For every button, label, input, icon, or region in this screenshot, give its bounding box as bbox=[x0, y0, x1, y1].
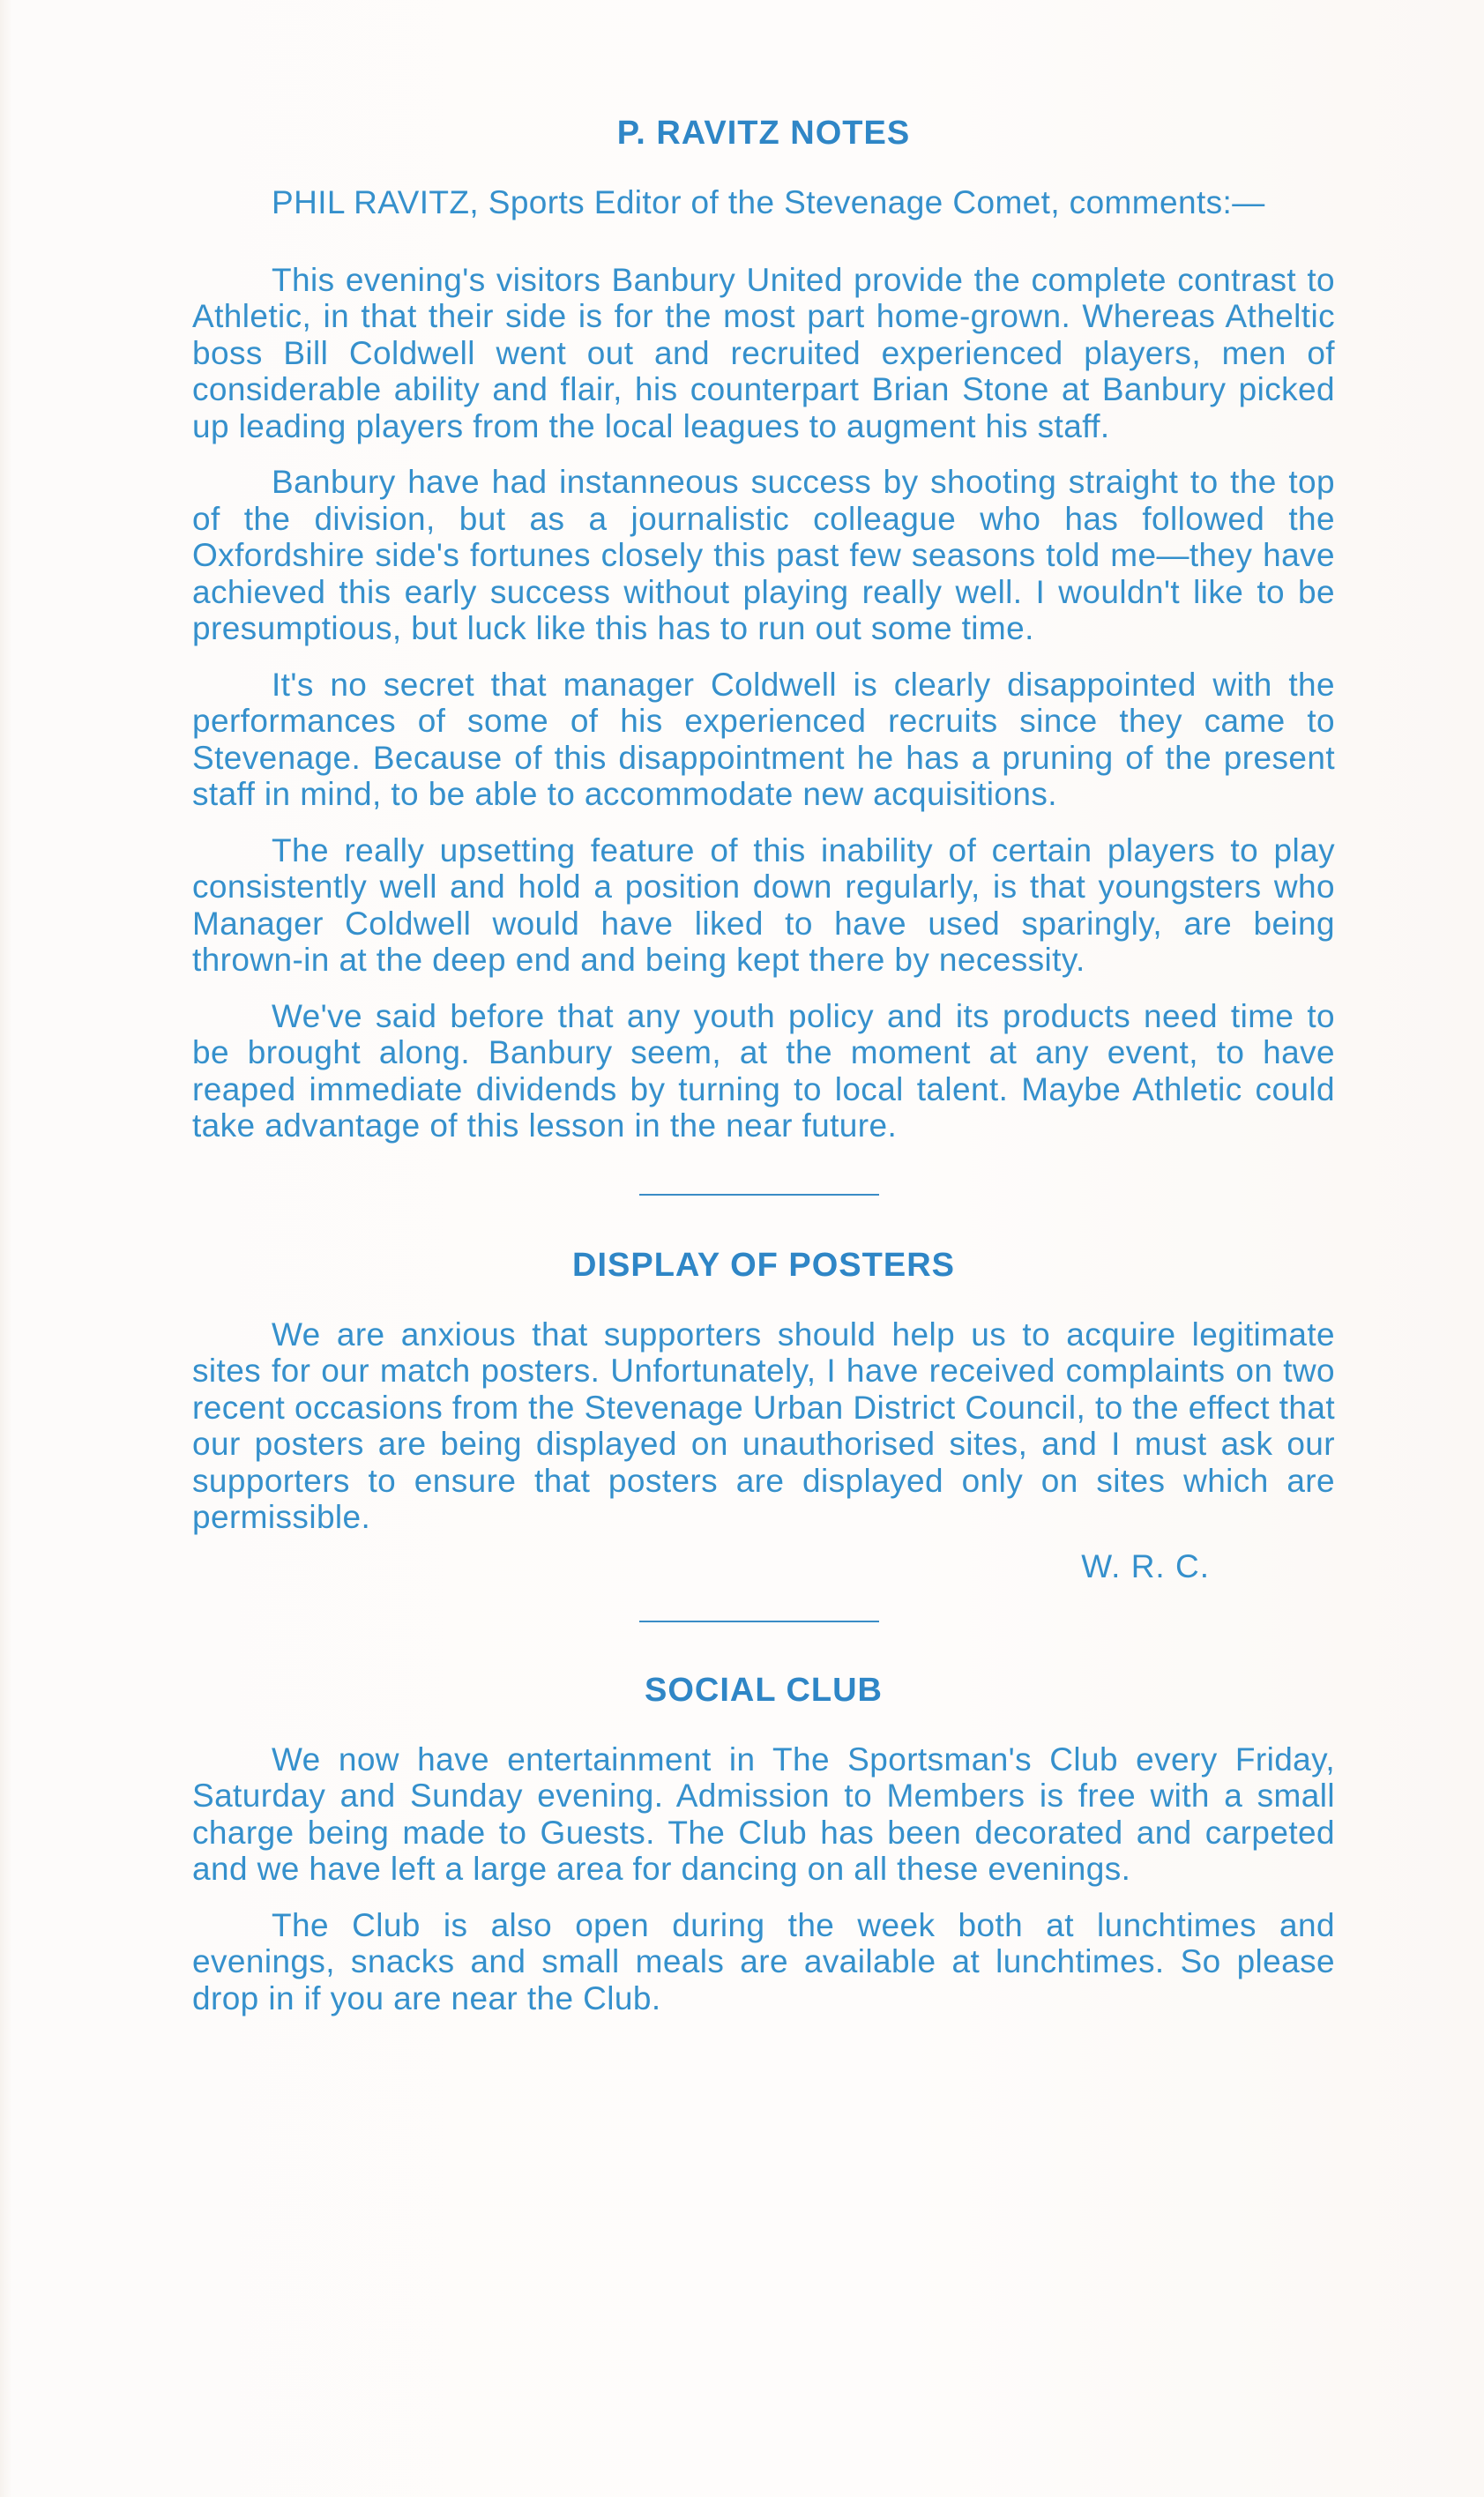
social-club-paragraph-1: We now have entertainment in The Sportsman's Club every Friday, Saturday and Sunday evening. Admission to Members is free with a small charge being made to Guests. The Club has been decorated and carpeted and we have left a large area for dancing on all these evenings. bbox=[192, 1740, 1335, 1887]
ravitz-paragraph-3: It's no secret that manager Coldwell is clearly disappointed with the performances of some of his experienced recruits since they came to Stevenage. Because of this disappointment he has a pruning of the present staff in mind, to be able to accommodate new acquisitions. bbox=[192, 666, 1335, 812]
posters-paragraph: We are anxious that supporters should help us to acquire legitimate sites for our match posters. Unfortunately, I have received complaints on two recent occasions from the Stevenage Urban District Council, to the effect that our posters are being displayed on unauthorised sites, and I must ask our supporters to ensure that posters are displayed only on sites which are permissible. bbox=[192, 1316, 1335, 1535]
ravitz-intro-paragraph: PHIL RAVITZ, Sports Editor of the Stevenage Comet, comments:— bbox=[272, 184, 1265, 220]
ravitz-paragraph-2: Banbury have had instanneous success by shooting straight to the top of the division, but as a journalistic colleague who has followed the Oxfordshire side's fortunes closely this past few seasons told me—they have achieved this early success without playing really well. I wouldn't like to be presumptious, but luck like this has to run out some time. bbox=[192, 464, 1335, 646]
page-content bbox=[192, 115, 1335, 2036]
social-club-heading: SOCIAL CLUB bbox=[645, 1671, 883, 1709]
posters-signature: W. R. C. bbox=[1081, 1547, 1210, 1584]
ravitz-paragraph-5: We've said before that any youth policy and its products need time to be brought along. Banbury seem, at the moment at any event, to have reaped immediate dividends by turning to local talent. Maybe Athletic could take advantage of this lesson in the near future. bbox=[192, 997, 1335, 1144]
social-club-paragraph-2: The Club is also open during the week both at lunchtimes and evenings, snacks and small meals are available at lunchtimes. So please drop in if you are near the Club. bbox=[192, 1906, 1335, 2016]
display-posters-heading: DISPLAY OF POSTERS bbox=[572, 1246, 955, 1284]
ravitz-notes-heading: P. RAVITZ NOTES bbox=[616, 115, 911, 152]
ravitz-paragraph-4: The really upsetting feature of this inability of certain players to play consistently well and hold a position down regularly, is that youngsters who Manager Coldwell would have liked to have used sparingly, are being thrown-in at the deep end and being kept there by necessity. bbox=[192, 831, 1335, 978]
ravitz-paragraph-1: This evening's visitors Banbury United provide the complete contrast to Athletic, in that their side is for the most part home-grown. Whereas Atheltic boss Bill Coldwell went out and recruited experienced players, men of considerable ability and flair, his counterpart Brian Stone at Banbury picked up leading players from the local leagues to augment his staff. bbox=[192, 261, 1335, 444]
